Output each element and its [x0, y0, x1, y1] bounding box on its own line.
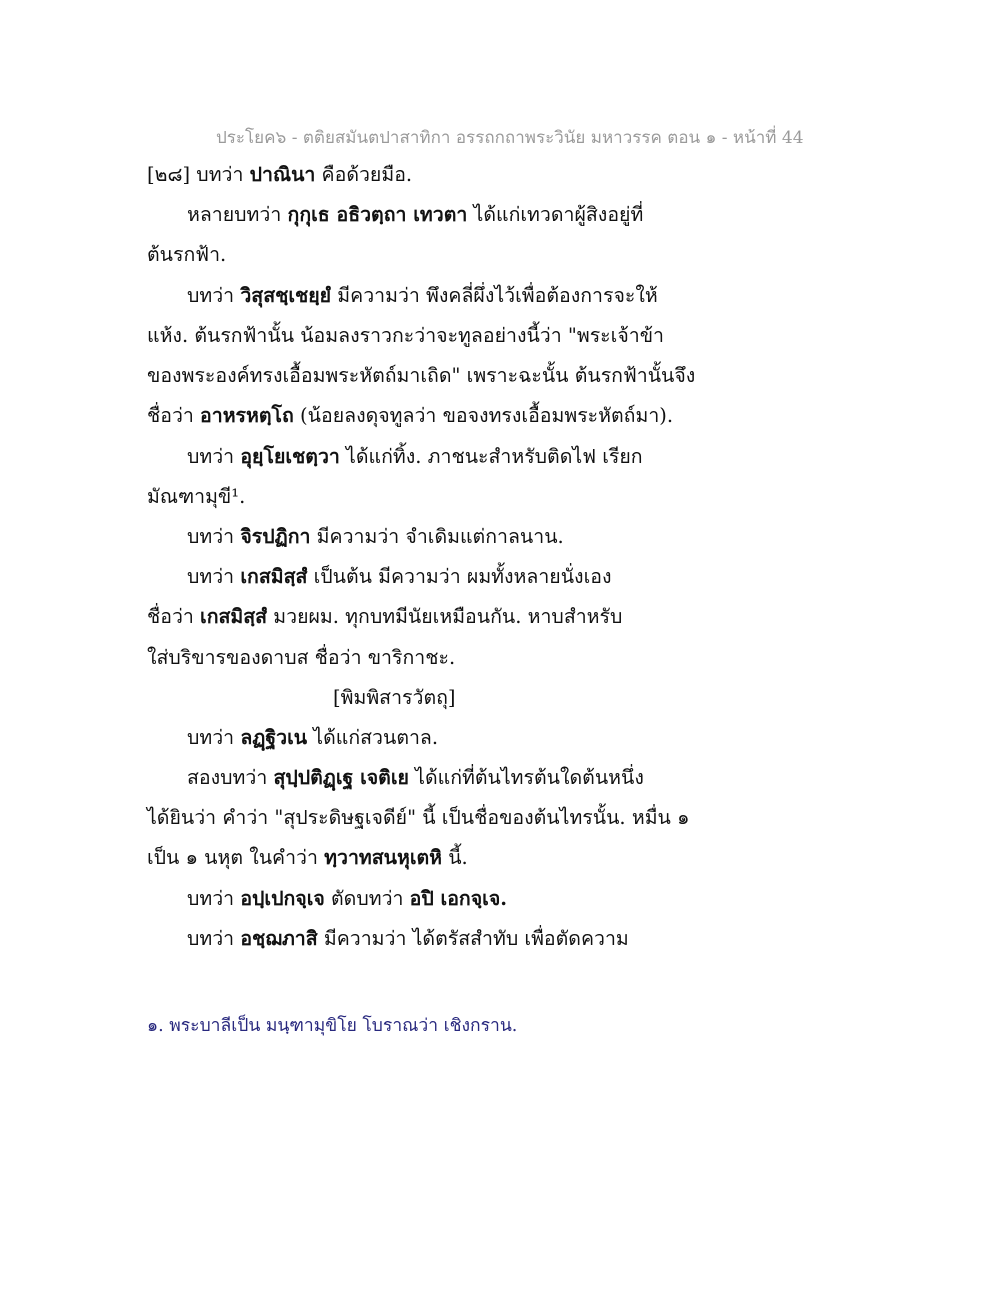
text-line: แห้ง. ต้นรกฟ้านั้น น้อมลงราวกะว่าจะทูลอย่างนี้ว่า "พระเจ้าข้า	[147, 324, 664, 347]
text-line: ใส่บริขารของดาบส ชื่อว่า ขาริกาชะ.	[147, 646, 456, 669]
text-line: ได้ยินว่า คำว่า "สุประดิษฐเจดีย์" นี้ เป็นชื่อของต้นไทรนั้น. หมื่น ๑	[147, 806, 690, 829]
text-line: หลายบทว่า กุกุเธ อธิวตฺถา เทวตา ได้แก่เทวดาผู้สิงอยู่ที่	[187, 203, 644, 226]
text-line: ชื่อว่า เกสมิสฺสํ มวยผม. ทุกบทมีนัยเหมือนกัน. หาบสำหรับ	[147, 605, 623, 628]
text-line: บทว่า อุยฺโยเชตฺวา ได้แก่ทิ้ง. ภาชนะสำหรับติดไฟ เรียก	[187, 445, 643, 468]
text-line: บทว่า วิสุสชฺเชยฺยํ มีความว่า พึงคลี่ผึ่งไว้เพื่อต้องการจะให้	[187, 284, 658, 307]
page-header: ประโยค๖ - ตติยสมันตปาสาทิกา อรรถกถาพระวินัย มหาวรรค ตอน ๑ - หน้าที่ 44	[216, 128, 804, 148]
text-line: สองบทว่า สุปฺปติฏฺเฐ เจติเย ได้แก่ที่ต้นไทรต้นใดต้นหนึ่ง	[187, 766, 644, 789]
section-heading: [พิมพิสารวัตถุ]	[333, 686, 456, 709]
text-line: บทว่า จิรปฏิกา มีความว่า จำเดิมแต่กาลนาน.	[187, 525, 564, 548]
footnote: ๑. พระบาลีเป็น มนฺฑามุขิโย โบราณว่า เชิงกราน.	[147, 1016, 518, 1036]
text-line: [๒๘] บทว่า ปาณินา คือด้วยมือ.	[147, 163, 413, 186]
text-line: เป็น ๑ นหุต ในคำว่า ทฺวาทสนหุเตหิ นี้.	[147, 846, 468, 869]
text-line: ของพระองค์ทรงเอื้อมพระหัตถ์มาเถิด" เพราะฉะนั้น ต้นรกฟ้านั้นจึง	[147, 364, 696, 387]
text-line: ชื่อว่า อาหรหตฺโถ (น้อยลงดุจทูลว่า ขอจงทรงเอื้อมพระหัตถ์มา).	[147, 404, 674, 427]
text-line: บทว่า อปฺเปกจฺเจ ตัดบทว่า อปิ เอกจฺเจ.	[187, 887, 508, 910]
text-line: บทว่า ลฏฺฐิวเน ได้แก่สวนตาล.	[187, 726, 439, 749]
text-line: มัณฑามุขี¹.	[147, 485, 246, 508]
text-line: บทว่า เกสมิสฺสํ เป็นต้น มีความว่า ผมทั้งหลายนั่งเอง	[187, 565, 612, 588]
text-line: บทว่า อชฺฌภาสิ มีความว่า ได้ตรัสสำทับ เพื่อตัดความ	[187, 927, 629, 950]
text-line: ต้นรกฟ้า.	[147, 243, 227, 266]
